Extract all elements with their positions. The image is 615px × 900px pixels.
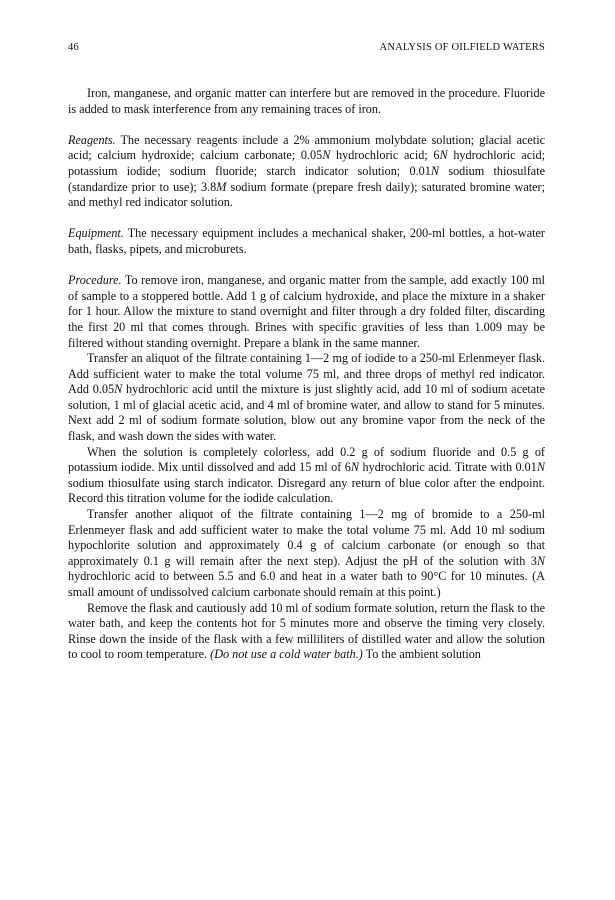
- paragraph-equipment: Equipment. The necessary equipment includes a mechanical shaker, 200-ml bottles, a hot-water bath, flasks, pipets, and microburets.: [68, 226, 545, 256]
- reagents-heading: Reagents.: [68, 132, 116, 147]
- paragraph-transfer-iodide: Transfer an aliquot of the filtrate containing 1—2 mg of iodide to a 250-ml Erlenmeyer flask. Add sufficient water to make the total volume 75 ml, and three drops of methyl red indicator. Add 0.05N hydrochloric acid until the mixture is just slightly acid, add 10 ml of sodium acetate solution, 1 ml of glacial acetic acid, and 4 ml of bromine water, and allow to stand for 5 minutes. Next add 2 ml of sodium formate solution, blow out any bromine vapor from the neck of the flask, and wash down the sides with water.: [68, 351, 545, 444]
- paragraph-reagents: Reagents. The necessary reagents include a 2% ammonium molybdate solution; glacial acetic acid; calcium hydroxide; calcium carbonate; 0.05N hydrochloric acid; 6N hydrochloric acid; potassium iodide; sodium fluoride; starch indicator solution; 0.01N sodium thiosulfate (standardize prior to use); 3.8M sodium formate (prepare fresh daily); saturated bromine water; and methyl red indicator solution.: [68, 132, 546, 210]
- equipment-heading: Equipment.: [68, 226, 124, 241]
- paragraph-remove-flask: Remove the flask and cautiously add 10 ml of sodium formate solution, return the flask to the water bath, and keep the contents hot for 5 minutes more and observe the timing very closely. Rinse down the inside of the flask with a few milliliters of distilled water and allow the solution to cool to room temperature. (Do not use a cold water bath.) To the ambient solution: [68, 600, 545, 662]
- page-body: [68, 86, 545, 663]
- page-number: 46: [68, 42, 79, 53]
- procedure-heading: Procedure.: [68, 273, 122, 288]
- paragraph-intro: Iron, manganese, and organic matter can interfere but are removed in the procedure. Fluoride is added to mask interference from any remaining traces of iron.: [68, 86, 545, 116]
- paragraph-procedure: Procedure. To remove iron, manganese, and organic matter from the sample, add exactly 100 ml of sample to a stoppered bottle. Add 1 g of calcium hydroxide, and place the mixture in a shaker for 1 hour. Allow the mixture to stand overnight and filter through a dry folded filter, discarding the first 20 ml that comes through. Brines with specific gravities of less than 1.009 may be filtered without standing overnight. Prepare a blank in the same manner.: [68, 273, 545, 350]
- paragraph-colorless: When the solution is completely colorless, add 0.2 g of sodium fluoride and 0.5 g of potassium iodide. Mix until dissolved and add 15 ml of 6N hydrochloric acid. Titrate with 0.01N sodium thiosulfate using starch indicator. Disregard any return of blue color after the endpoint. Record this titration volume for the iodide calculation.: [68, 444, 545, 506]
- running-title: ANALYSIS OF OILFIELD WATERS: [379, 42, 545, 53]
- paragraph-transfer-bromide: Transfer another aliquot of the filtrate containing 1—2 mg of bromide to a 250-ml Erlenmeyer flask and add sufficient water to make the total volume 75 ml. Add 10 ml sodium hypochlorite solution and approximately 0.4 g of calcium carbonate (or enough so that approximately 0.1 g will remain after the next step). Adjust the pH of the solution with 3N hydrochloric acid to between 5.5 and 6.0 and heat in a water bath to 90°C for 10 minutes. (A small amount of undissolved calcium carbonate should remain at this point.): [68, 507, 545, 599]
